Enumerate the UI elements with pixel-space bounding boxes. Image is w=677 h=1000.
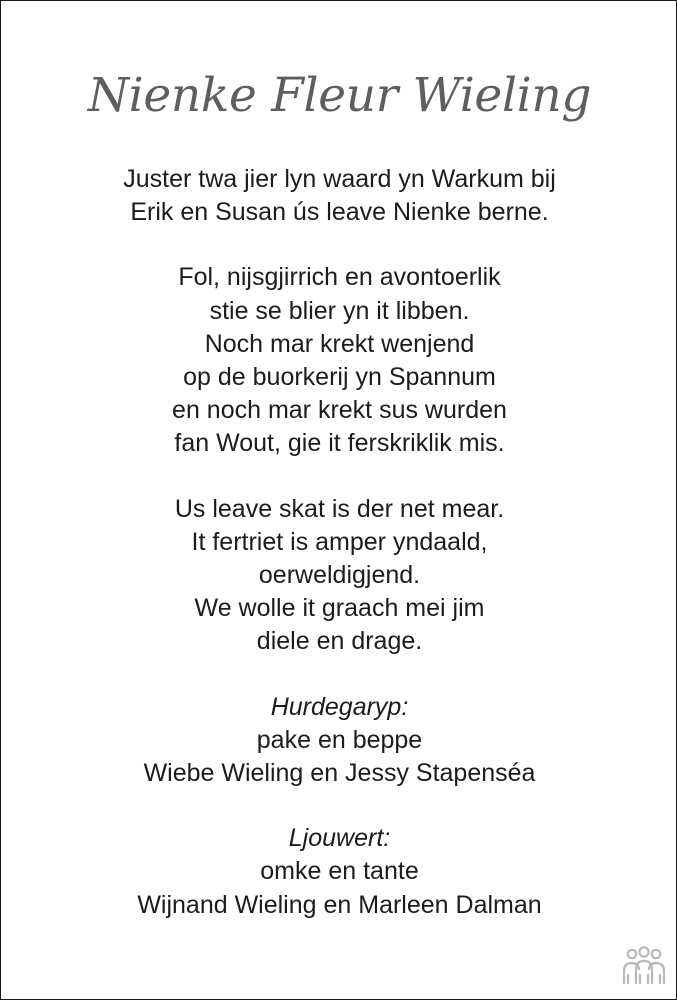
text-line: oerweldigjend. [258,561,421,590]
names-line: Wiebe Wieling en Jessy Stapenséa [143,759,536,788]
text-line: Juster twa jier lyn waard yn Warkum bij [123,165,556,193]
relation-line: omke en tante [260,857,419,886]
text-line: en noch mar krekt sus wurden [172,396,507,425]
text-line: Fol, nijsgjirrich en avontoerlik [178,263,501,292]
place-heading: Hurdegaryp: [270,692,409,721]
text-line: We wolle it graach mei jim [194,594,485,623]
text-line: fan Wout, gie it ferskriklik mis. [174,429,505,458]
text-line: stie se blier yn it libben. [209,296,470,325]
stanza-life [1,261,677,460]
text-line: diele en drage. [256,627,423,656]
text-line: op de buorkerij yn Spannum [183,363,496,392]
names-line: Wijnand Wieling en Marleen Dalman [137,890,542,919]
text-line: It fertriet is amper yndaald, [191,527,488,556]
stanza-birth [1,163,677,229]
family-figures-icon [619,945,669,987]
text-line: Us leave skat is der net mear. [174,494,505,523]
notice-text [1,163,677,954]
place-heading: Ljouwert: [288,824,391,853]
deceased-name-title: Nienke Fleur Wieling [87,68,592,123]
text-line: Noch mar krekt wenjend [204,329,475,358]
stanza-grandparents [1,691,677,791]
stanza-uncle-aunt [1,822,677,922]
text-line: Erik en Susan ús leave Nienke berne. [130,198,549,227]
relation-line: pake en beppe [256,725,423,754]
stanza-grief [1,493,677,659]
